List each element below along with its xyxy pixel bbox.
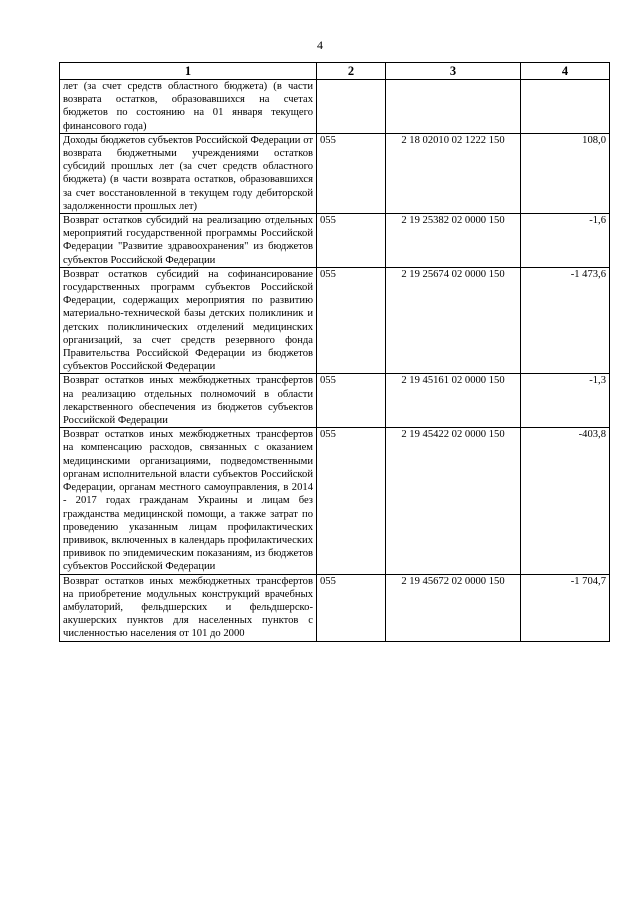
amount: -1,3 bbox=[521, 374, 610, 428]
administrator-code: 055 bbox=[317, 574, 386, 641]
administrator-code: 055 bbox=[317, 428, 386, 574]
revenue-description: Возврат остатков иных межбюджетных трансфертов на приобретение модульных конструкций врачебных амбулаторий, фельдшерских и фельдшерско-акушерских пунктов для населенных пунктов с численностью населения от 101 до 2000 bbox=[60, 574, 317, 641]
administrator-code bbox=[317, 80, 386, 134]
column-header-1: 1 bbox=[60, 63, 317, 80]
table-row bbox=[60, 214, 610, 268]
amount: -1 473,6 bbox=[521, 267, 610, 374]
table-row bbox=[60, 374, 610, 428]
budget-classification-code: 2 19 45422 02 0000 150 bbox=[386, 428, 521, 574]
administrator-code: 055 bbox=[317, 374, 386, 428]
table-header-row bbox=[60, 63, 610, 80]
administrator-code: 055 bbox=[317, 133, 386, 213]
revenue-description: Возврат остатков субсидий на софинансирование государственных программ субъектов Российской Федерации, содержащих мероприятия по развитию материально-технической базы детских поликлиник и детских поликлинических отделений медицинских организаций, за счет средств резервного фонда Правительства Российской Федерации из бюджетов субъектов Российской Федерации bbox=[60, 267, 317, 374]
budget-classification-code: 2 19 25674 02 0000 150 bbox=[386, 267, 521, 374]
revenue-description: Возврат остатков иных межбюджетных трансфертов на реализацию отдельных полномочий в области лекарственного обеспечения из бюджетов субъектов Российской Федерации bbox=[60, 374, 317, 428]
table-row bbox=[60, 80, 610, 134]
amount: -1 704,7 bbox=[521, 574, 610, 641]
budget-revenue-table bbox=[59, 62, 610, 642]
column-header-2: 2 bbox=[317, 63, 386, 80]
table-row bbox=[60, 267, 610, 374]
budget-classification-code: 2 18 02010 02 1222 150 bbox=[386, 133, 521, 213]
column-header-4: 4 bbox=[521, 63, 610, 80]
table-row bbox=[60, 428, 610, 574]
revenue-description: Доходы бюджетов субъектов Российской Федерации от возврата бюджетными учреждениями остатков субсидий прошлых лет (за счет средств областного бюджета) (в части возврата остатков, образовавшихся за счет восстановленной в текущем году дебиторской задолженности прошлых лет) bbox=[60, 133, 317, 213]
administrator-code: 055 bbox=[317, 267, 386, 374]
budget-classification-code: 2 19 25382 02 0000 150 bbox=[386, 214, 521, 268]
budget-classification-code: 2 19 45672 02 0000 150 bbox=[386, 574, 521, 641]
revenue-description: Возврат остатков иных межбюджетных трансфертов на компенсацию расходов, связанных с оказанием медицинскими организациями, подведомственными органам исполнительной власти субъектов Российской Федерации, органам местного самоуправления, в 2014 - 2017 годах гражданам Украины и лицам без гражданства медицинской помощи, а также затрат по проведению указанным лицам профилактических прививок, включенных в календарь профилактических прививок по эпидемическим показаниям, из бюджетов субъектов Российской Федерации bbox=[60, 428, 317, 574]
amount: -1,6 bbox=[521, 214, 610, 268]
amount: 108,0 bbox=[521, 133, 610, 213]
amount bbox=[521, 80, 610, 134]
revenue-description: Возврат остатков субсидий на реализацию отдельных мероприятий государственной программы Российской Федерации "Развитие здравоохранения" из бюджетов субъектов Российской Федерации bbox=[60, 214, 317, 268]
table-row bbox=[60, 133, 610, 213]
page-number: 4 bbox=[317, 38, 323, 52]
revenue-description: лет (за счет средств областного бюджета) (в части возврата остатков, образовавшихся на счетах бюджетов по состоянию на 01 января текущего финансового года) bbox=[60, 80, 317, 134]
table-row bbox=[60, 574, 610, 641]
column-header-3: 3 bbox=[386, 63, 521, 80]
administrator-code: 055 bbox=[317, 214, 386, 268]
amount: -403,8 bbox=[521, 428, 610, 574]
budget-classification-code: 2 19 45161 02 0000 150 bbox=[386, 374, 521, 428]
budget-classification-code bbox=[386, 80, 521, 134]
